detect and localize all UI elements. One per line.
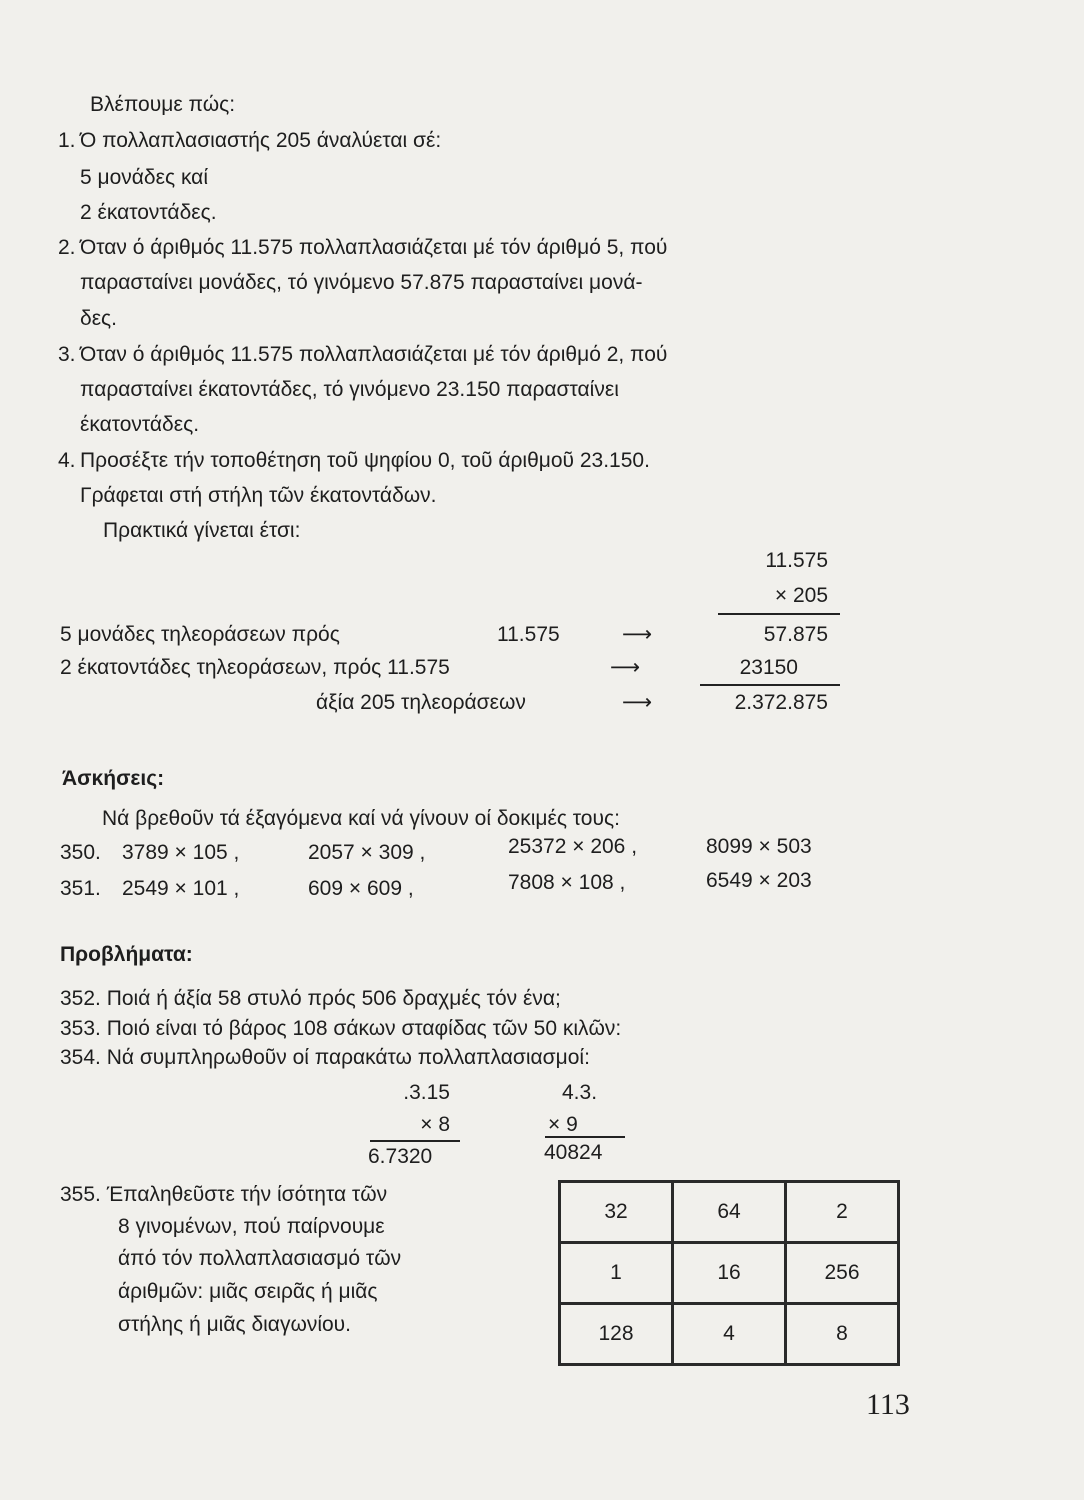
grid-cell: 8 [786,1304,899,1365]
grid-row [560,1304,899,1365]
mult1-multiplier: × 8 [420,1113,450,1136]
calc-row1-label: 5 μονάδες τηλεοράσεων πρός [60,623,340,646]
calc-row3-label: άξία 205 τηλεοράσεων [316,691,526,714]
exercise-351-item-2: 609 × 609 , [308,877,414,900]
exercise-351-item-4: 6549 × 203 [706,869,812,892]
calc-row2-result: 23150 [739,656,798,679]
calc-row3-arrow: ⟶ [622,691,653,714]
calc-row1-number: 11.575 [497,623,560,646]
grid-cell: 4 [673,1304,786,1365]
point-3-line-3: έκατοντάδες. [80,413,200,436]
problem-354: 354. Νά συμπληρωθοῦν οί παρακάτω πολλαπλασιασμοί: [60,1046,590,1069]
point-3-number: 3. [58,343,76,366]
intro-text: Βλέπουμε πώς: [90,93,236,116]
grid-row [560,1243,899,1304]
mult2-result: 40824 [544,1141,603,1164]
magic-square-grid [558,1180,900,1366]
exercises-instruction: Νά βρεθοῦν τά έξαγόμενα καί νά γίνουν οί δοκιμές τους: [102,807,620,830]
mult1-result: 6.7320 [368,1145,433,1168]
point-1-line-1: Ό πολλαπλασιαστής 205 άναλύεται σέ: [80,129,442,152]
calc-rule-1 [718,613,840,615]
problem-352: 352. Ποιά ή άξία 58 στυλό πρός 506 δραχμές τόν ένα; [60,987,561,1010]
exercise-351-item-3: 7808 × 108 , [508,871,626,894]
problem-355-line-5: στήλης ή μιᾶς διαγωνίου. [118,1313,351,1336]
exercise-350-number: 350. [60,841,101,864]
grid-cell: 256 [786,1243,899,1304]
exercise-350-item-2: 2057 × 309 , [308,841,426,864]
grid-cell: 128 [560,1304,673,1365]
exercise-350-item-1: 3789 × 105 , [122,841,240,864]
calc-row3-result: 2.372.875 [734,691,828,714]
calc-row1-result: 57.875 [763,623,828,646]
point-2-line-2: παρασταίνει μονάδες, τό γινόμενο 57.875 παρασταίνει μονά- [80,271,643,294]
exercise-350-item-3: 25372 × 206 , [508,835,638,858]
practical-text: Πρακτικά γίνεται έτσι: [103,519,301,542]
point-2-line-3: δες. [80,307,118,330]
point-2-number: 2. [58,236,76,259]
point-4-line-2: Γράφεται στή στήλη τῶν έκατοντάδων. [80,484,437,507]
grid-cell: 1 [560,1243,673,1304]
exercise-350-item-4: 8099 × 503 [706,835,812,858]
point-3-line-1: Όταν ό άριθμός 11.575 πολλαπλασιάζεται μέ τόν άριθμό 2, πού [80,343,668,366]
grid-row [560,1182,899,1243]
point-1-number: 1. [58,129,76,152]
grid-cell: 64 [673,1182,786,1243]
problem-355-line-4: άριθμῶν: μιᾶς σειρᾶς ή μιᾶς [118,1280,378,1303]
calc-rule-2 [700,684,840,686]
grid-cell: 32 [560,1182,673,1243]
calc-row2-arrow: ⟶ [610,656,641,679]
problem-355-line-1: 355. Έπαληθεῦστε τήν ίσότητα τῶν [60,1183,388,1206]
page-number: 113 [866,1388,910,1421]
exercises-title: Άσκήσεις: [62,767,165,790]
problem-355-line-2: 8 γινομένων, πού παίρνουμε [118,1215,385,1238]
problem-353: 353. Ποιό είναι τό βάρος 108 σάκων σταφίδας τῶν 50 κιλῶν: [60,1017,622,1040]
exercise-351-number: 351. [60,877,101,900]
calc-multiplicand: 11.575 [765,549,828,572]
calc-row2-label: 2 έκατοντάδες τηλεοράσεων, πρός 11.575 [60,656,450,679]
grid-cell: 16 [673,1243,786,1304]
mult2-multiplier: × 9 [548,1113,578,1136]
grid-cell: 2 [786,1182,899,1243]
point-4-line-1: Προσέξτε τήν τοποθέτηση τοῦ ψηφίου 0, τοῦ άριθμοῦ 23.150. [80,449,650,472]
point-4-number: 4. [58,449,76,472]
calc-row1-arrow: ⟶ [622,623,653,646]
point-3-line-2: παρασταίνει έκατοντάδες, τό γινόμενο 23.150 παρασταίνει [80,378,619,401]
point-2-line-1: Όταν ό άριθμός 11.575 πολλαπλασιάζεται μέ τόν άριθμό 5, πού [80,236,668,259]
point-1-line-2: 5 μονάδες καί [80,166,208,189]
mult1-top: .3.15 [403,1081,450,1104]
point-1-line-3: 2 έκατοντάδες. [80,201,217,224]
calc-multiplier: × 205 [774,584,828,607]
exercise-351-item-1: 2549 × 101 , [122,877,240,900]
problems-title: Προβλήματα: [60,943,193,966]
mult2-top: 4.3. [562,1081,598,1104]
problem-355-line-3: άπό τόν πολλαπλασιασμό τῶν [118,1247,402,1270]
